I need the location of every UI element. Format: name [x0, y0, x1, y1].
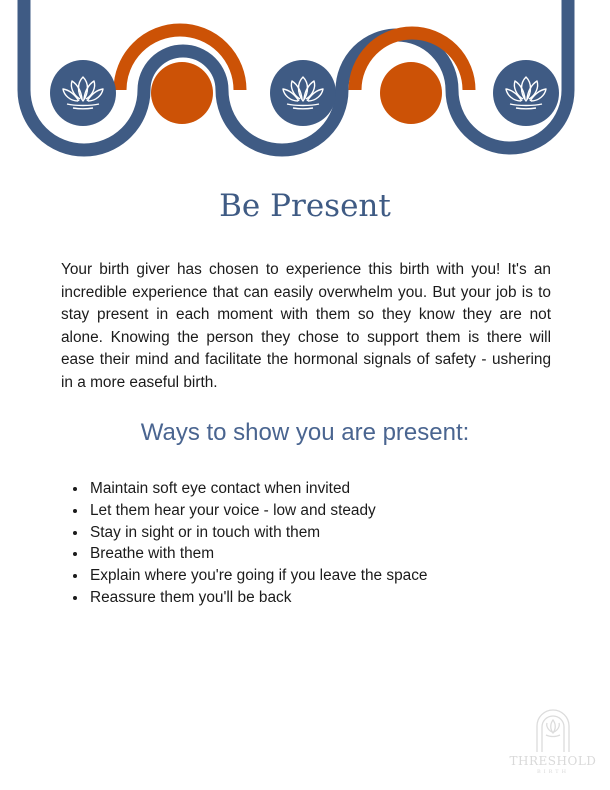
list-item: • Breathe with them [88, 543, 427, 565]
logo-icon [533, 708, 573, 752]
orange-circle-left [151, 62, 213, 124]
logo-name: THRESHOLD [509, 754, 597, 768]
list-item: • Stay in sight or in touch with them [88, 522, 427, 544]
lotus-icon [504, 71, 548, 115]
logo-subtitle: BIRTH [536, 769, 570, 775]
lotus-icon [61, 71, 105, 115]
page-title: Be Present [219, 188, 391, 224]
section-subtitle: Ways to show you are present: [140, 419, 470, 446]
list-item: • Explain where you're going if you leave the space [88, 565, 427, 587]
list-item: • Reassure them you'll be back [88, 587, 427, 609]
list-item: • Let them hear your voice - low and steady [88, 500, 427, 522]
orange-circle-right [380, 62, 442, 124]
lotus-icon [281, 71, 325, 115]
threshold-logo [505, 708, 601, 784]
ways-list [70, 478, 427, 609]
list-item: • Maintain soft eye contact when invited [88, 478, 427, 500]
intro-paragraph: Your birth giver has chosen to experience this birth with you! It's an incredible experience that can easily overwhelm you. But your job is to stay present in each moment with them so they know they are not alone. Knowing the person they chose to support them is there will ease their mind and facilitate the hormonal signals of safety - ushering in a more easeful birth. [61, 261, 551, 391]
